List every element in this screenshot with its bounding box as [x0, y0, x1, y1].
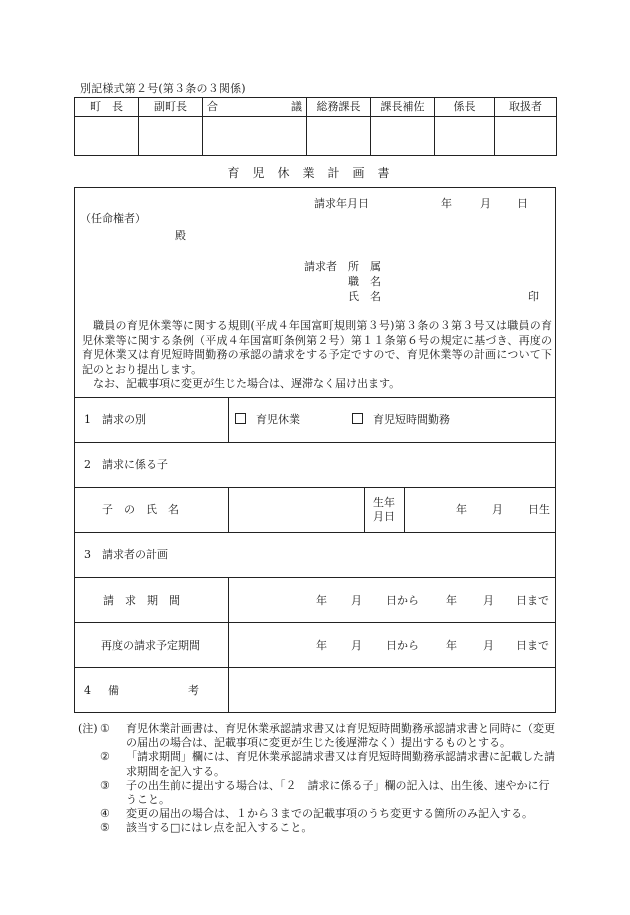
note-text: 変更の届出の場合は、１から３までの記載事項のうち変更する箇所のみ記入する。 [126, 807, 533, 821]
affiliation-label: 所 属 [348, 260, 381, 273]
birth-date-label-1: 生年 [373, 496, 395, 509]
remarks-label-b: 考 [188, 684, 199, 697]
note-number: ④ [100, 807, 110, 821]
request-period-label: 請 求 期 間 [103, 594, 180, 607]
child-name-label: 子 の 氏 名 [102, 503, 179, 516]
note-text: 該当する□にはレ点を記入すること。 [126, 821, 313, 835]
request-date-month: 月 [480, 197, 491, 210]
re-period-end-day[interactable]: 日まで [516, 639, 549, 652]
approval-header-assistant-chief: 課長補佐 [371, 98, 435, 117]
re-request-period-label: 再度の請求予定期間 [101, 639, 200, 652]
approval-header-handler: 取扱者 [495, 98, 557, 117]
short-hours-checkbox[interactable] [352, 413, 363, 424]
birth-day[interactable]: 日生 [528, 503, 550, 516]
remarks-field[interactable] [229, 668, 555, 712]
approval-header-section-chief: 係長 [435, 98, 495, 117]
remarks-number: 4 [84, 684, 91, 697]
birth-date-label-2: 月日 [373, 510, 395, 523]
childcare-leave-checkbox[interactable] [235, 413, 246, 424]
section-child-label: 2 請求に係る子 [84, 458, 168, 471]
statement-paragraph-2: なお、記載事項に変更が生じた場合は、遅滞なく届け出ます。 [93, 377, 401, 390]
divider [364, 487, 365, 532]
form-label: 別記様式第２号(第３条の３関係) [80, 82, 246, 95]
note-text: 育児休業計画書は、育児休業承認請求書又は育児短時間勤務承認請求書と同時に（変更の届出の場合は、記載事項に変更が生じた後遅滞なく）提出するものとする。 [126, 722, 555, 750]
re-period-start-year[interactable]: 年 [316, 639, 327, 652]
section-plan-label: 3 請求者の計画 [84, 548, 168, 561]
honorific-label: 殿 [175, 229, 186, 242]
remarks-label-a: 備 [108, 684, 119, 697]
period-end-year[interactable]: 年 [446, 594, 457, 607]
position-label: 職 名 [348, 275, 381, 288]
approval-stamp-deputy-mayor[interactable] [139, 117, 203, 156]
divider [74, 397, 556, 398]
document-title: 育児休業計画書 [227, 166, 403, 180]
approval-stamp-mayor[interactable] [75, 117, 139, 156]
statement-text [82, 319, 552, 392]
divider [74, 577, 556, 578]
approval-stamp-consult[interactable] [203, 117, 307, 156]
note-number: ① [100, 722, 110, 735]
note-item [78, 821, 558, 835]
request-date-label: 請求年月日 [314, 197, 369, 210]
re-period-start-month[interactable]: 月 [351, 639, 362, 652]
approval-header-consult-b: 議 [243, 98, 307, 117]
approval-header-mayor: 町 長 [75, 98, 139, 117]
note-text: 子の出生前に提出する場合は、「２ 請求に係る子」欄の記入は、出生後、速やかに行うこと。 [126, 778, 550, 807]
approval-header-consult-a: 合 [203, 98, 243, 117]
option-short-hours[interactable] [352, 413, 450, 427]
option-childcare-leave[interactable] [235, 413, 300, 427]
approval-header-deputy-mayor: 副町長 [139, 98, 203, 117]
period-start-day[interactable]: 日から [386, 594, 419, 607]
birth-year[interactable]: 年 [456, 503, 467, 516]
re-period-start-day[interactable]: 日から [386, 639, 419, 652]
childcare-leave-label: 育児休業 [256, 413, 300, 426]
period-start-year[interactable]: 年 [316, 594, 327, 607]
approval-stamp-section-chief[interactable] [435, 117, 495, 156]
period-end-day[interactable]: 日まで [516, 594, 549, 607]
re-period-end-year[interactable]: 年 [446, 639, 457, 652]
divider [404, 487, 405, 532]
section-request-type-label: 1 請求の別 [84, 413, 146, 426]
note-item [78, 722, 558, 750]
child-name-field[interactable] [229, 488, 363, 532]
divider [74, 442, 556, 443]
requester-label: 請求者 [304, 260, 337, 273]
divider [74, 622, 556, 623]
note-number: ② [100, 750, 110, 764]
note-item [78, 750, 558, 778]
note-text: 「請求期間」欄には、育児休業承認請求書又は育児短時間勤務承認請求書に記載した請求期間を記入する。 [126, 750, 555, 778]
re-period-end-month[interactable]: 月 [483, 639, 494, 652]
request-date-day: 日 [517, 197, 528, 210]
note-number: ③ [100, 778, 110, 792]
approval-stamp-assistant-chief[interactable] [371, 117, 435, 156]
short-hours-label: 育児短時間勤務 [373, 413, 450, 426]
note-number: ⑤ [100, 821, 110, 835]
period-start-month[interactable]: 月 [351, 594, 362, 607]
statement-paragraph-1: 職員の育児休業等に関する規則(平成４年国富町規則第３号)第３条の３第３号又は職員の育児休業等に関する条例（平成４年国富町条例第２号）第１１条第６号の規定に基づき、再度の育児休業又は育児短時間勤務の承認の請求をする予定ですので、育児休業等の計画について下記のとおり提出します。 [82, 319, 552, 376]
name-label: 氏 名 [348, 290, 381, 303]
seal-mark: 印 [528, 290, 539, 303]
notes-list [78, 722, 558, 836]
note-mark: (注) [78, 722, 98, 735]
approval-header-general-affairs-chief: 総務課長 [307, 98, 371, 117]
note-item [78, 779, 558, 807]
request-date-year: 年 [441, 197, 452, 210]
birth-month[interactable]: 月 [492, 503, 503, 516]
approval-stamp-handler[interactable] [495, 117, 557, 156]
approval-table [74, 97, 557, 156]
period-end-month[interactable]: 月 [483, 594, 494, 607]
approval-stamp-general-affairs-chief[interactable] [307, 117, 371, 156]
divider [74, 532, 556, 533]
note-item [78, 807, 558, 821]
divider [228, 397, 229, 442]
appointing-authority-label: （任命権者） [80, 212, 146, 225]
